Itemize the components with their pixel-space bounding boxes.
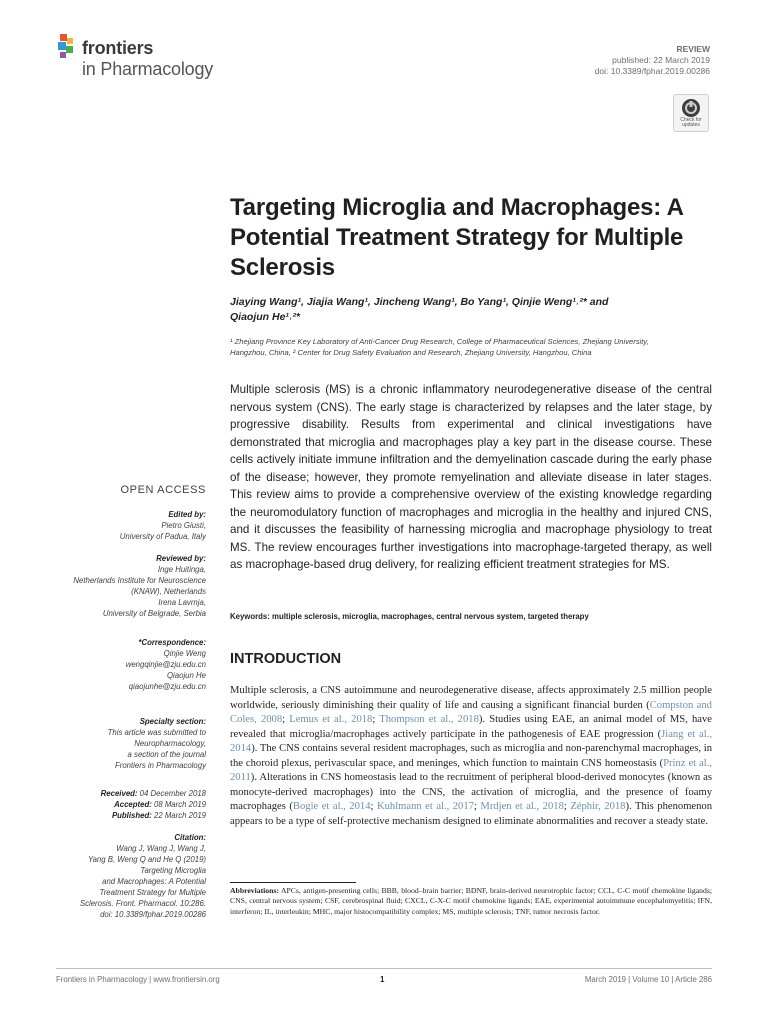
article-type: REVIEW <box>676 44 710 54</box>
author-list <box>230 295 700 324</box>
check-updates-label: Check for updates <box>680 117 702 128</box>
authors-line1: Jiaying Wang¹, Jiajia Wang¹, Jincheng Wang¹, Bo Yang¹, Qinjie Weng¹˒²* and <box>230 296 609 308</box>
affiliations <box>230 336 710 358</box>
citation-doi-link[interactable]: doi: 10.3389/fphar.2019.00286 <box>100 910 206 919</box>
authors-line2: Qiaojun He¹˒²* <box>230 310 300 323</box>
footer-divider <box>56 968 712 969</box>
citation-link[interactable]: Zéphir, 2018 <box>570 801 626 812</box>
citation-link[interactable]: Jiang et al., 2014 <box>230 728 712 754</box>
article-meta <box>595 44 710 77</box>
journal-name-line1: frontiers <box>82 38 154 58</box>
citation-link[interactable]: Bogie et al., 2014 <box>292 801 371 812</box>
open-access-label: OPEN ACCESS <box>120 484 206 496</box>
citation-link[interactable]: Thompson et al., 2018 <box>379 714 479 725</box>
frontiers-logo-icon <box>56 34 82 64</box>
footer-volume-info: March 2019 | Volume 10 | Article 286 <box>584 975 712 984</box>
footnote-divider <box>230 882 356 883</box>
footer-journal-link[interactable]: Frontiers in Pharmacology | www.frontiersin.org <box>56 975 220 984</box>
affiliation-line1: ¹ Zhejiang Province Key Laboratory of Anti-Cancer Drug Research, College of Pharmaceutical Sciences, Zhejiang University, <box>230 337 649 346</box>
specialty-section-block: Specialty section: This article was submitted to Neuropharmacology, a section of the journal Frontiers in Pharmacology <box>107 717 206 770</box>
published-date: published: 22 March 2019 <box>612 55 710 65</box>
article-title: Targeting Microglia and Macrophages: A Potential Treatment Strategy for Multiple Sclerosis <box>230 194 684 281</box>
correspondence-block: *Correspondence: Qinjie Weng wengqinjie@zju.edu.cn Qiaojun He qiaojunhe@zju.edu.cn <box>6 637 206 692</box>
reviewed-by-block: Reviewed by: Inge Huitinga, Netherlands Institute for Neuroscience (KNAW), Netherlands Irena Lavrnja, University of Belgrade, Serbia <box>73 554 206 618</box>
abstract: Multiple sclerosis (MS) is a chronic inflammatory neurodegenerative disease of the central nervous system (CNS). The early stage is characterized by relapses and the later stage, by progressive disability. Results from experimental and clinical investigations have demonstrated that microglia and macrophages play a key part in the disease course. These cells actively initiate immune infiltration and the demyelination cascade during the early phase of the disease; however, they promote remyelination and alleviate disease in later stages. This review aims to provide a comprehensive overview of the existing knowledge regarding the neuromodulatory function of macrophages and microglia in the healthy and injured CNS, and it discusses the feasibility of harnessing microglia and macrophage physiology to treat MS. The review encourages further investigations into macrophage-targeted therapy, as well as macrophage-based drug delivery, for realizing efficient treatment strategies for MS. <box>230 383 712 571</box>
citation-block: Citation: Wang J, Wang J, Wang J, Yang B, Weng Q and He Q (2019) Targeting Microglia and Macrophages: A Potential Treatment Strategy for Multiple Sclerosis. Front. Pharmacol. 10:286. doi: 10.3389/fphar.2019.00286 <box>6 832 206 920</box>
check-for-updates-button[interactable] <box>673 94 709 132</box>
citation-link[interactable]: Compston and Coles, 2008 <box>230 699 712 725</box>
correspondence-email-link[interactable]: qiaojunhe@zju.edu.cn <box>128 682 206 691</box>
check-updates-icon <box>681 98 701 118</box>
affiliation-line2: Hangzhou, China, ² Center for Drug Safety Evaluation and Research, Zhejiang University, Hangzhou, China <box>230 348 592 357</box>
article-doi[interactable]: doi: 10.3389/fphar.2019.00286 <box>594 66 710 76</box>
correspondence-email-link[interactable]: wengqinjie@zju.edu.cn <box>125 660 206 669</box>
keywords: Keywords: multiple sclerosis, microglia, macrophages, central nervous system, targeted therapy <box>230 612 589 621</box>
edited-by-block: Edited by: Pietro Giusti, University of Padua, Italy <box>119 510 206 541</box>
page-number: 1 <box>380 975 385 984</box>
citation-link[interactable]: Mrdjen et al., 2018 <box>480 801 564 812</box>
introduction-heading: INTRODUCTION <box>230 651 342 667</box>
journal-name-line2: in Pharmacology <box>82 59 214 79</box>
citation-link[interactable]: Lemus et al., 2018 <box>289 714 373 725</box>
introduction-paragraph: Multiple sclerosis, a CNS autoimmune and neurodegenerative disease, affects approximately 2.5 million people worldwide, seriously diminishing their quality of life and causing a significant financial burden (Compston and Coles, 2008; Lemus et al., 2018; Thompson et al., 2018). Studies using EAE, an animal model of MS, have revealed that microglia/macrophages actively participate in the pathogenesis of EAE progression (Jiang et al., 2014). The CNS contains several resident macrophages, such as microglia and non-parenchymal macrophages, in the choroid plexus, perivascular space, and meninges, which function to maintain CNS homeostasis (Prinz et al., 2011). Alterations in CNS homeostasis lead to the recruitment of peripheral blood-derived monocytes (known as monocyte-derived macrophages) into the CNS, the activation of microglia, and the presence of foamy macrophages (Bogie et al., 2014; Kuhlmann et al., 2017; Mrdjen et al., 2018; Zéphir, 2018). This phenomenon appears to be a type of self-protective mechanism designed to eliminate abnormalities and recover a steady state. <box>230 685 713 827</box>
citation-link[interactable]: Prinz et al., 2011 <box>230 757 712 783</box>
abbreviations-footnote: Abbreviations: APCs, antigen-presenting cells; BBB, blood–brain barrier; BDNF, brain-derived neurotrophic factor; CCL, C-C motif chemokine ligands; CNS, central nervous system; CSF, cerebrospinal fluid; CXCL, C-X-C motif chemokine ligands; EAE, experimental autoimmune encephalomyelitis; IFN, interferon; IL, interleukin; MHC, major histocompatibility complex; MS, multiple sclerosis; TNF, tumor necrosis factor. <box>230 886 712 916</box>
citation-link[interactable]: Kuhlmann et al., 2017 <box>376 801 474 812</box>
journal-logo <box>56 34 226 84</box>
article-dates-block: Received: 04 December 2018 Accepted: 08 March 2019 Published: 22 March 2019 <box>100 789 206 820</box>
